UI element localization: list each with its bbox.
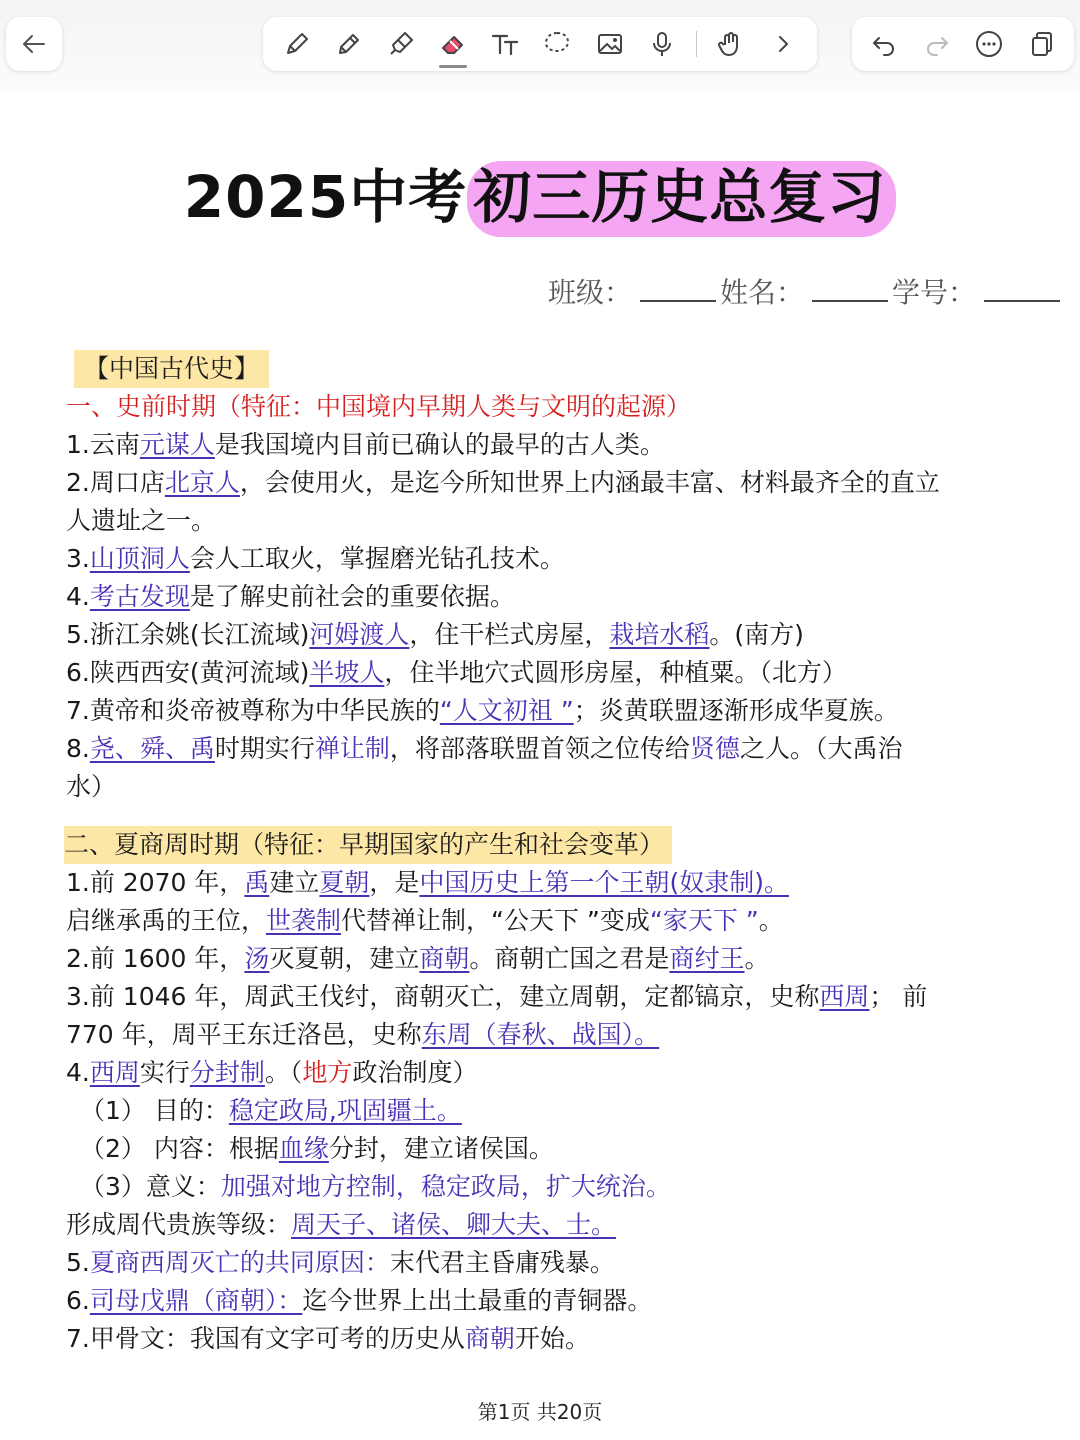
note-line: 人遗址之一。 [66,506,217,535]
category-heading: 【中国古代史】 [66,350,1026,388]
undo-icon[interactable] [866,26,902,62]
note-line: 2.周口店北京人，会使用火，是迄今所知世界上内涵最丰富、材料最齐全的直立 [66,468,940,497]
hand-icon[interactable] [713,26,749,62]
class-label: 班级： [548,276,633,309]
pencil-icon[interactable] [331,26,367,62]
note-line: （3）意义：加强对地方控制，稳定政局，扩大统治。 [80,1172,671,1201]
note-line: 水） [66,772,117,801]
right-actions [852,17,1074,71]
pages-icon[interactable] [1024,26,1060,62]
name-label: 姓名： [720,276,805,309]
section-heading-1: 一、史前时期（特征：中国境内早期人类与文明的起源） [66,392,692,421]
app-toolbar [0,0,1080,90]
note-line: 6.司母戊鼎（商朝）：迄今世界上出土最重的青铜器。 [66,1286,653,1315]
note-line: （1） 目的：稳定政局,巩固疆土。 [80,1096,462,1125]
note-line: 3.前 1046 年，周武王伐纣，商朝灭亡，建立周朝，定都镐京，史称西周； 前 [66,982,928,1011]
title-highlight: 初三历史总复习 [467,161,896,237]
note-line: 6.陕西西安(黄河流域)半坡人，住半地穴式圆形房屋，种植粟。（北方） [66,658,847,687]
section-heading-2: 二、夏商周时期（特征：早期国家的产生和社会变革） [66,826,1026,864]
note-line: 3.山顶洞人会人工取火，掌握磨光钻孔技术。 [66,544,565,573]
toolbar-divider [696,31,697,57]
note-line: 2.前 1600 年，汤灭夏朝，建立商朝。商朝亡国之君是商纣王。 [66,944,770,973]
redo-icon[interactable] [919,26,955,62]
id-label: 学号： [892,276,977,309]
arrow-left-icon [16,26,52,62]
active-tool-indicator [439,65,467,68]
back-button[interactable] [6,17,62,71]
lasso-icon[interactable] [539,26,575,62]
pen-icon[interactable] [279,26,315,62]
page-counter: 第1页 共20页 [477,1400,603,1424]
note-line: 7.黄帝和炎帝被尊称为中华民族的“人文初祖 ”；炎黄联盟逐渐形成华夏族。 [66,696,899,725]
text-icon[interactable] [487,26,523,62]
note-line: 5.浙江余姚(长江流域)河姆渡人，住干栏式房屋，栽培水稻。(南方) [66,620,804,649]
note-line: （2） 内容：根据血缘分封，建立诸侯国。 [80,1134,554,1163]
note-line: 5.夏商西周灭亡的共同原因：末代君主昏庸残暴。 [66,1248,615,1277]
eraser-icon[interactable] [435,26,471,62]
microphone-icon[interactable] [644,26,680,62]
title-plain: 2025中考 [183,163,468,231]
page-title [0,150,1080,234]
chevron-right-icon[interactable] [765,26,801,62]
note-line: 7.甲骨文：我国有文字可考的历史从商朝开始。 [66,1324,590,1353]
note-content [66,350,1026,1358]
note-line: 4.考古发现是了解史前社会的重要依据。 [66,582,515,611]
student-info [548,270,1064,311]
note-line: 770 年，周平王东迁洛邑，史称东周（春秋、战国）。 [66,1020,660,1049]
note-line: 1.前 2070 年，禹建立夏朝，是中国历史上第一个王朝(奴隶制)。 [66,868,789,897]
name-blank[interactable] [812,270,888,302]
highlighter-icon[interactable] [383,26,419,62]
note-line: 形成周代贵族等级：周天子、诸侯、卿大夫、士。 [66,1210,617,1239]
note-line: 4.西周实行分封制。（地方政治制度） [66,1058,478,1087]
note-line: 1.云南元谋人是我国境内目前已确认的最早的古人类。 [66,430,665,459]
note-line: 启继承禹的王位，世袭制代替禅让制，“公天下 ”变成“家天下 ”。 [66,906,784,935]
more-icon[interactable] [971,26,1007,62]
class-blank[interactable] [640,270,716,302]
note-line: 8.尧、舜、禹时期实行禅让制，将部落联盟首领之位传给贤德之人。（大禹治 [66,734,903,763]
tool-palette [263,17,817,71]
id-blank[interactable] [984,270,1060,302]
image-icon[interactable] [592,26,628,62]
